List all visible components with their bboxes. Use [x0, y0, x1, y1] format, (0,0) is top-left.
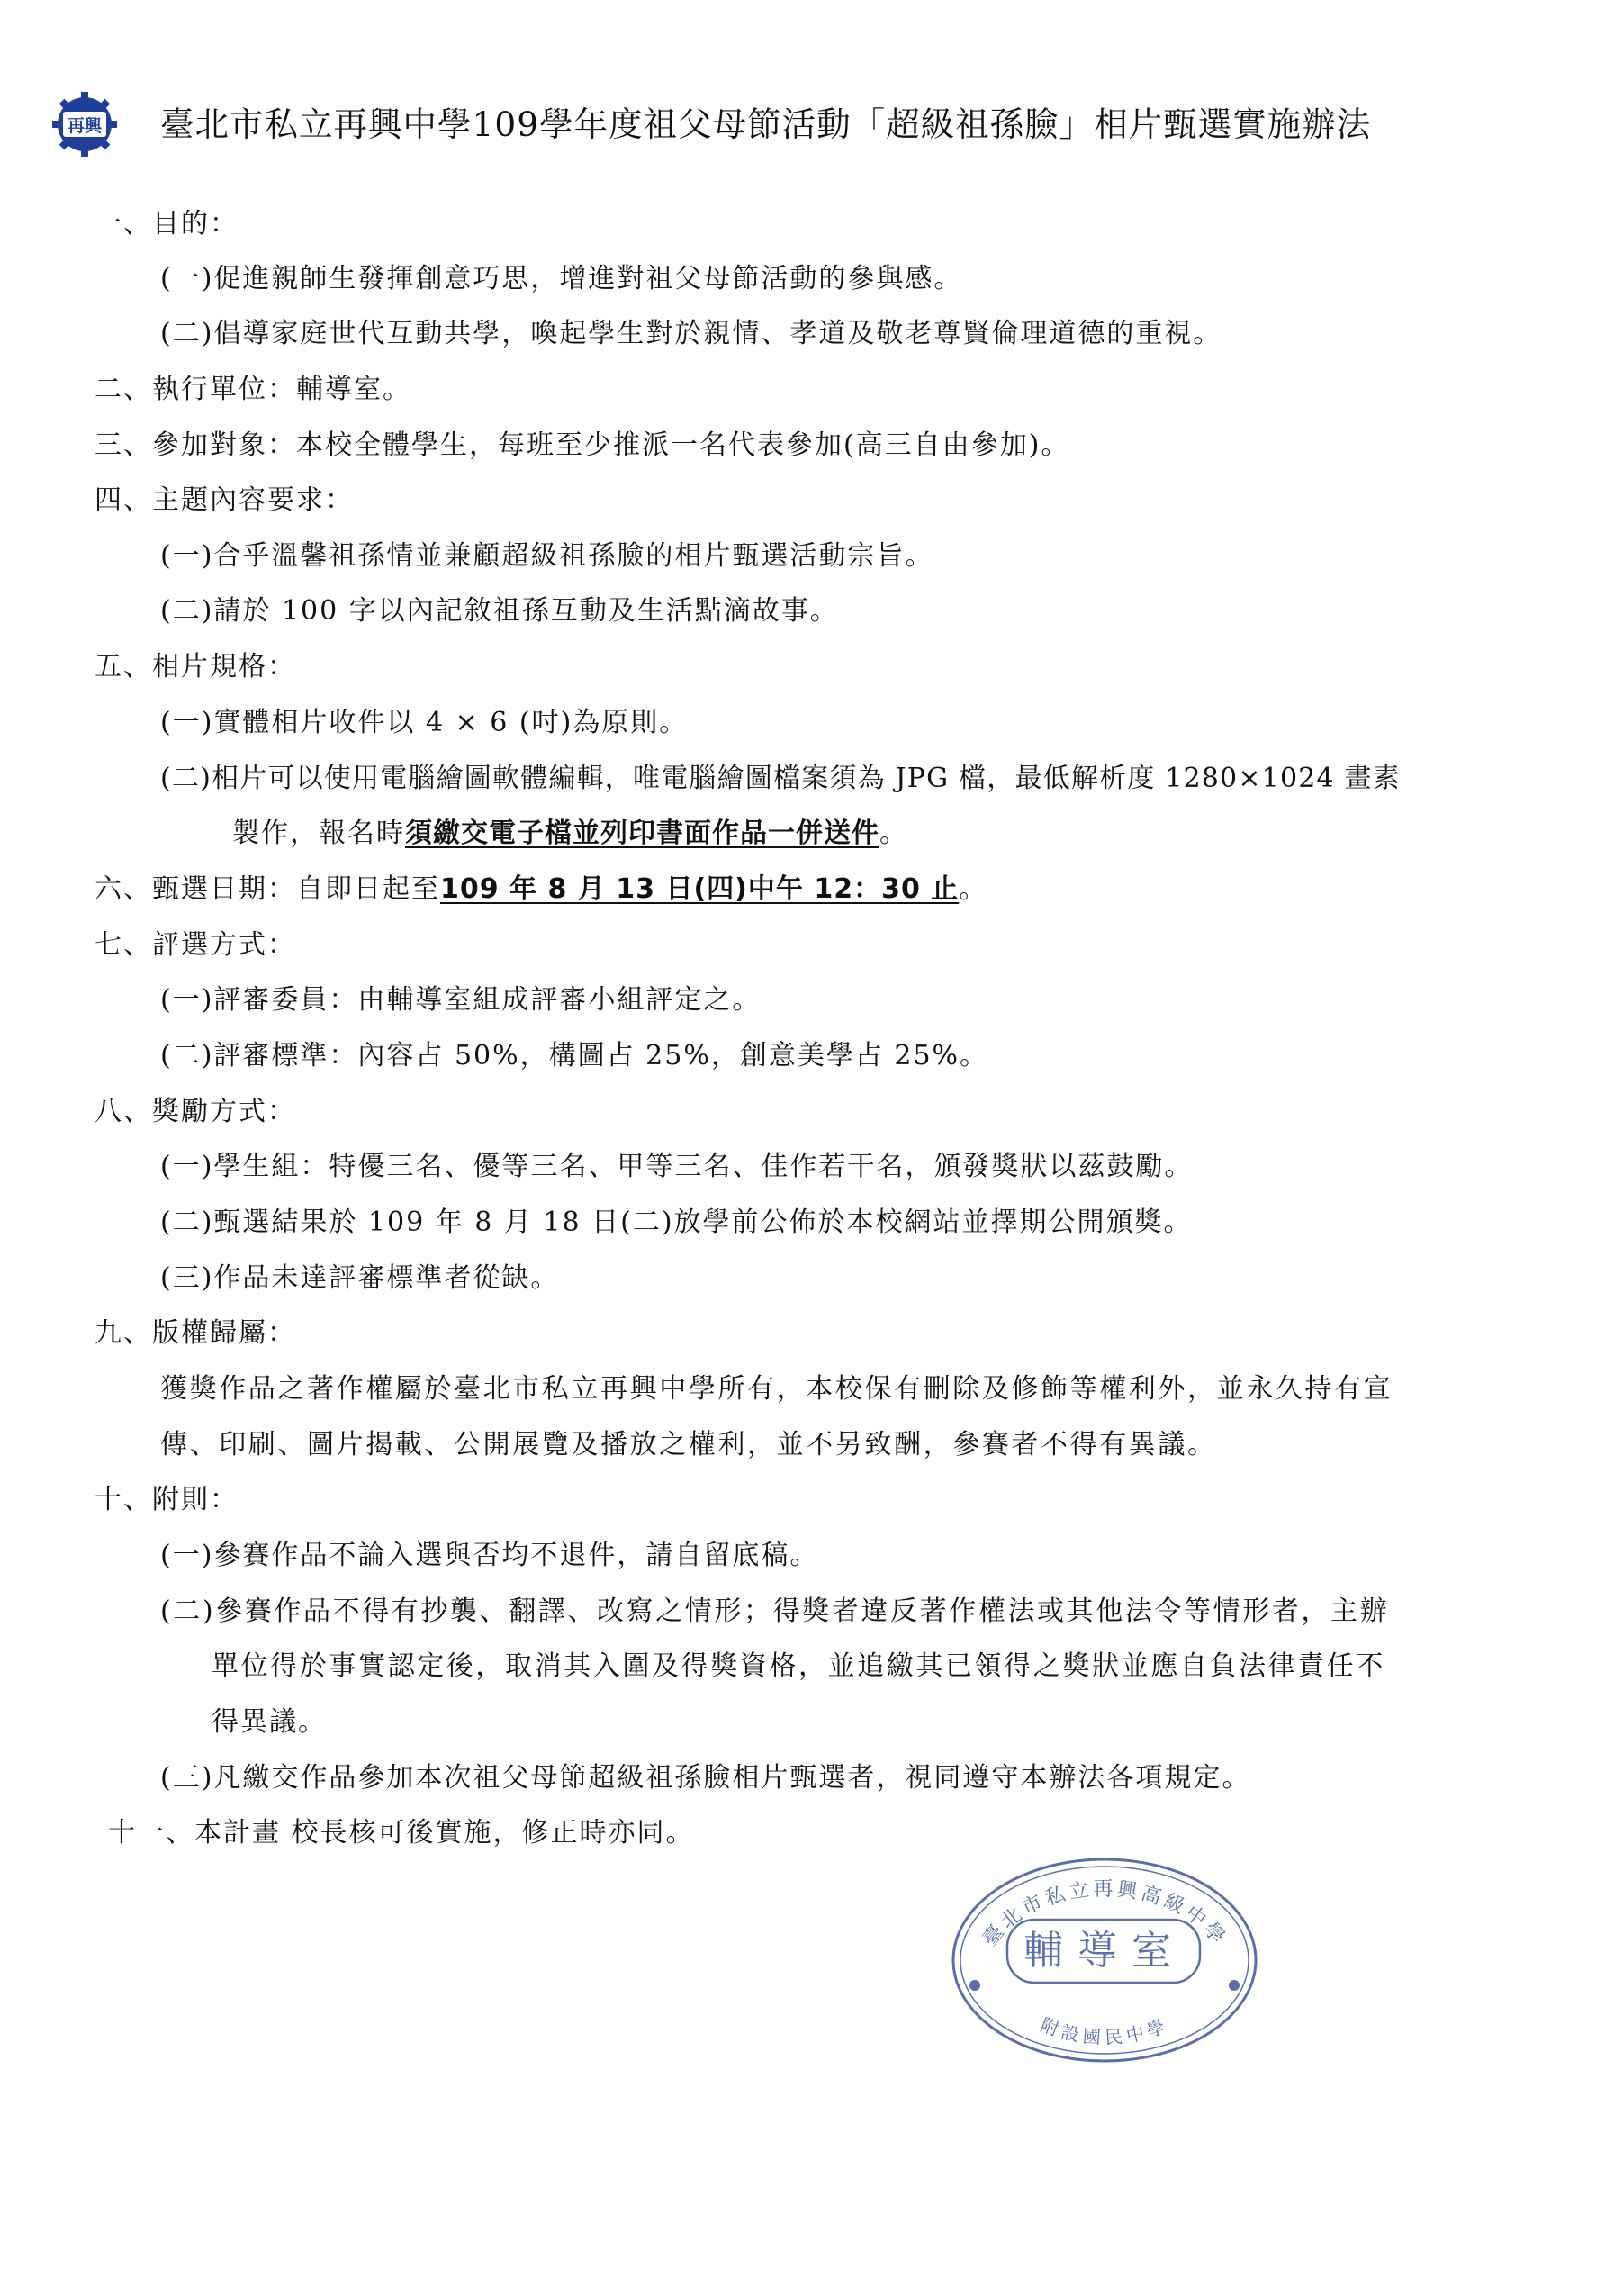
section-4-heading: 四、主題內容要求： [95, 484, 354, 516]
section-5-item-2-continued [232, 813, 908, 854]
section-7-item-2: (二)評審標準：內容占 50%，構圖占 25%，創意美學占 25%。 [160, 1040, 989, 1071]
section-5-item-2-suffix: 。 [879, 818, 908, 849]
seal-center-text: 輔導室 [1023, 1928, 1186, 1974]
svg-text:附設國民中學 [1038, 2014, 1172, 2048]
section-9-paragraph-line-2: 傳、印刷、圖片揭載、公開展覽及播放之權利，並不另致酬，參賽者不得有異議。 [160, 1429, 1217, 1460]
section-10-item-3: (三)凡繳交作品參加本次祖父母節超級祖孫臉相片甄選者，視同遵守本辦法各項規定。 [160, 1762, 1251, 1794]
section-8-item-2: (二)甄選結果於 109 年 8 月 18 日(二)放學前公佈於本校網站並擇期公開頒獎。 [160, 1207, 1193, 1238]
logo-text: 再興 [67, 116, 103, 136]
section-6-heading [95, 869, 987, 910]
section-8-item-3: (三)作品未達評審標準者從缺。 [160, 1262, 560, 1294]
deadline-date: 109 年 8 月 13 日(四)中午 12：30 止 [440, 873, 960, 905]
section-10-item-2-end: 得異議。 [212, 1706, 327, 1738]
section-10-heading: 十、附則： [95, 1484, 239, 1515]
section-3-heading: 三、參加對象：本校全體學生，每班至少推派一名代表參加(高三自由參加)。 [95, 429, 1070, 461]
section-5-heading: 五、相片規格： [95, 651, 296, 682]
section-10-item-2-continued: 單位得於事實認定後，取消其入圍及得獎資格，並追繳其已領得之獎狀並應自負法律責任不 [212, 1650, 1385, 1682]
office-seal [950, 1855, 1260, 2066]
section-5-item-2: (二)相片可以使用電腦繪圖軟體編輯，唯電腦繪圖檔案須為 JPG 檔，最低解析度 1280×1024 畫素 [160, 763, 1401, 794]
section-5-item-2-prefix: 製作，報名時 [232, 818, 405, 849]
section-2-heading: 二、執行單位：輔導室。 [95, 374, 411, 405]
section-7-heading: 七、評選方式： [95, 929, 296, 961]
seal-dot-right [1229, 1980, 1240, 1991]
section-9-heading: 九、版權歸屬： [95, 1317, 296, 1349]
section-10-item-2: (二)參賽作品不得有抄襲、翻譯、改寫之情形；得獎者違反著作權法或其他法令等情形者，主辦 [160, 1595, 1390, 1627]
section-1-heading: 一、目的： [95, 208, 239, 240]
section-8-item-1: (一)學生組：特優三名、優等三名、甲等三名、佳作若干名，頒發獎狀以茲鼓勵。 [160, 1151, 1194, 1182]
section-4-item-2: (二)請於 100 字以內記敘祖孫互動及生活點滴故事。 [160, 595, 839, 627]
seal-dot-left [969, 1980, 980, 1991]
section-4-item-1: (一)合乎溫馨祖孫情並兼顧超級祖孫臉的相片甄選活動宗旨。 [160, 540, 934, 572]
section-1-item-1: (一)促進親師生發揮創意巧思，增進對祖父母節活動的參與感。 [160, 263, 963, 294]
section-10-item-1: (一)參賽作品不論入選與否均不退件，請自留底稿。 [160, 1540, 819, 1571]
seal-bottom-text: 附設國民中學 [1037, 2013, 1173, 2048]
document-header [52, 90, 1582, 158]
section-11-heading: 十一、本計畫 校長核可後實施，修正時亦同。 [108, 1817, 695, 1849]
section-6-label: 六、甄選日期：自即日起至 [95, 873, 440, 905]
section-5-item-1: (一)實體相片收件以 4 × 6 (吋)為原則。 [160, 707, 689, 738]
document-title: 臺北市私立再興中學109學年度祖父母節活動「超級祖孫臉」相片甄選實施辦法 [160, 104, 1372, 144]
section-9-paragraph-line-1: 獲獎作品之著作權屬於臺北市私立再興中學所有，本校保有刪除及修飾等權利外，並永久持有宣 [160, 1373, 1393, 1405]
section-6-suffix: 。 [959, 873, 988, 905]
section-1-item-2: (二)倡導家庭世代互動共學，喚起學生對於親情、孝道及敬老尊賢倫理道德的重視。 [160, 318, 1222, 349]
seal-top-text: 臺北市私立再興高級中學 [978, 1878, 1231, 1951]
section-8-heading: 八、獎勵方式： [95, 1096, 296, 1127]
submission-requirement: 須繳交電子檔並列印書面作品一併送件 [405, 818, 879, 849]
section-7-item-1: (一)評審委員：由輔導室組成評審小組評定之。 [160, 984, 762, 1016]
school-logo [52, 92, 117, 157]
